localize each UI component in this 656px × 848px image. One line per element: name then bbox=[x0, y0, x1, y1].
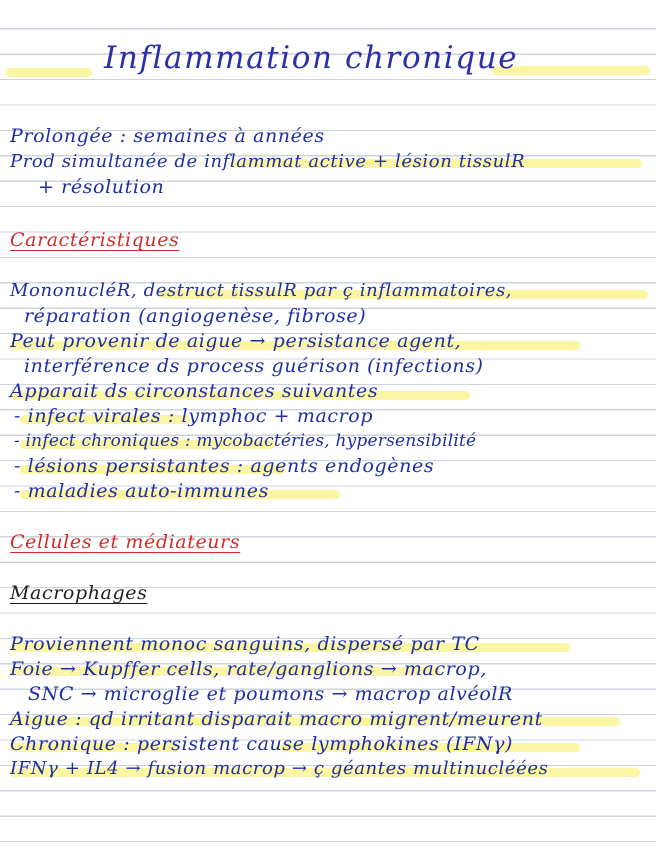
carac-line-9: - maladies auto-immunes bbox=[14, 480, 269, 502]
carac-line-5: Apparait ds circonstances suivantes bbox=[10, 380, 379, 402]
section-heading-cellules: Cellules et médiateurs bbox=[10, 531, 241, 553]
macro-line-4: Aigue : qd irritant disparait macro migrent/meurent bbox=[10, 708, 543, 730]
section-heading-caracteristiques: Caractéristiques bbox=[10, 229, 180, 251]
carac-line-3: Peut provenir de aigue → persistance agent, bbox=[10, 330, 462, 352]
carac-line-2: réparation (angiogenèse, fibrose) bbox=[24, 305, 367, 327]
intro-line-2: Prod simultanée de inflammat active + lésion tissulR bbox=[10, 151, 526, 172]
section-heading-macrophages: Macrophages bbox=[10, 582, 148, 604]
carac-line-8: - lésions persistantes : agents endogènes bbox=[14, 455, 435, 477]
carac-line-7: - infect chroniques : mycobactéries, hypersensibilité bbox=[14, 431, 477, 451]
title-highlight-left bbox=[6, 68, 92, 77]
macro-line-2: Foie → Kupffer cells, rate/ganglions → macrop, bbox=[10, 658, 487, 680]
macro-line-5: Chronique : persistent cause lymphokines (IFNγ) bbox=[10, 733, 514, 755]
carac-line-1: MononucléR, destruct tissulR par ç inflammatoires, bbox=[10, 280, 513, 301]
macro-line-6: IFNγ + IL4 → fusion macrop → ç géantes multinucléées bbox=[10, 758, 549, 779]
macro-line-1: Proviennent monoc sanguins, dispersé par TC bbox=[10, 633, 480, 655]
carac-line-6: - infect virales : lymphoc + macrop bbox=[14, 405, 374, 427]
intro-line-1: Prolongée : semaines à années bbox=[10, 125, 325, 147]
intro-line-3: + résolution bbox=[38, 176, 165, 198]
macro-line-3: SNC → microglie et poumons → macrop alvéolR bbox=[28, 683, 513, 705]
page-title: Inflammation chronique bbox=[104, 40, 519, 76]
carac-line-4: interférence ds process guérison (infections) bbox=[24, 355, 484, 377]
